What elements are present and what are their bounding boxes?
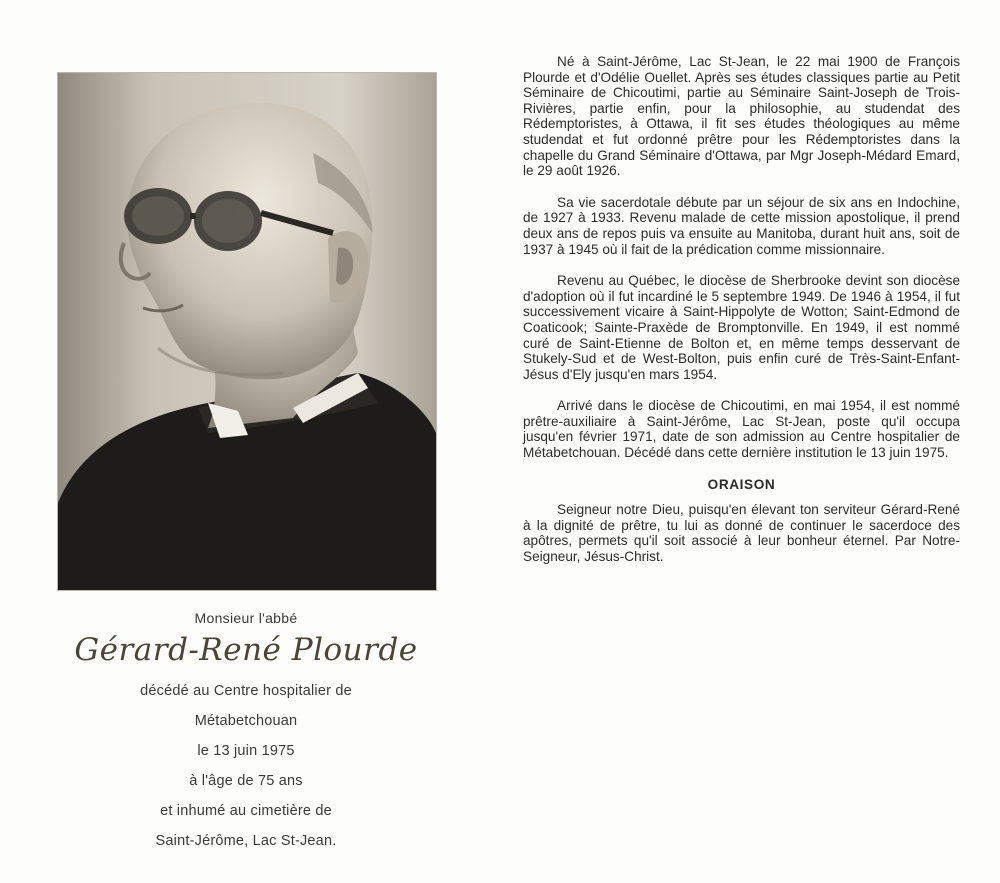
prayer-text: Seigneur notre Dieu, puisqu'en élevant ton serviteur Gérard-René à la dignité de prêtre, tu lui as donné de continuer le sacerdoce des apôtres, permets qu'il soit associé à leur bonheur éternel. Par Notre-Seigneur, Jésus-Christ. <box>523 502 960 565</box>
caption-line-2: Métabetchouan <box>194 713 298 729</box>
caption-line-3: le 13 juin 1975 <box>197 743 295 759</box>
caption-block <box>57 610 435 856</box>
biography-paragraph-1: Né à Saint-Jérôme, Lac St-Jean, le 22 mai 1900 de François Plourde et d'Odélie Ouellet. Après ses études classiques partie au Petit Séminaire de Chicoutimi, partie au Séminaire Saint-Joseph de Trois-Rivières, partie enfin, pour la philosophie, au studendat des Rédemptoristes, à Ottawa, il fit ses études théologiques au même studendat et fut ordonné prêtre pour les Rédemptoristes dans la chapelle du Grand Séminaire d'Ottawa, par Mgr Joseph-Médard Emard, le 29 août 1926. <box>523 54 960 179</box>
caption-line-1: décédé au Centre hospitalier de <box>140 683 352 699</box>
caption-line-5: et inhumé au cimetière de <box>160 803 332 819</box>
prayer-heading: ORAISON <box>707 476 776 492</box>
deceased-name: Gérard-René Plourde <box>74 632 418 668</box>
biography-paragraph-4: Arrivé dans le diocèse de Chicoutimi, en mai 1954, il est nommé prêtre-auxiliaire à Saint-Jérôme, Lac St-Jean, poste qu'il occupa jusqu'en février 1971, date de son admission au Centre hospitalier de Métabetchouan. Décédé dans cette dernière institution le 13 juin 1975. <box>523 398 960 461</box>
portrait-photo <box>57 72 437 591</box>
portrait-drawing <box>58 73 436 590</box>
biography-block <box>523 54 960 581</box>
caption-prefix: Monsieur l'abbé <box>194 610 298 626</box>
biography-paragraph-2: Sa vie sacerdotale débute par un séjour de six ans en Indochine, de 1927 à 1933. Revenu malade de cette mission apostolique, il prend deux ans de repos puis va ensuite au Manitoba, durant huit ans, soit de 1937 à 1945 où il fait de la prédication comme missionnaire. <box>523 194 960 257</box>
caption-line-6: Saint-Jérôme, Lac St-Jean. <box>155 833 337 849</box>
caption-line-4: à l'âge de 75 ans <box>189 773 303 789</box>
biography-paragraph-3: Revenu au Québec, le diocèse de Sherbrooke devint son diocèse d'adoption où il fut incardiné le 5 septembre 1949. De 1946 à 1954, il fut successivement vicaire à Saint-Hippolyte de Wotton; Saint-Edmond de Coaticook; Sainte-Praxède de Bromptonville. En 1949, il est nommé curé de Saint-Etienne de Bolton et, en même temps desservant de Stukely-Sud et de West-Bolton, puis enfin curé de Très-Saint-Enfant-Jésus d'Ely jusqu'en mars 1954. <box>523 273 960 382</box>
